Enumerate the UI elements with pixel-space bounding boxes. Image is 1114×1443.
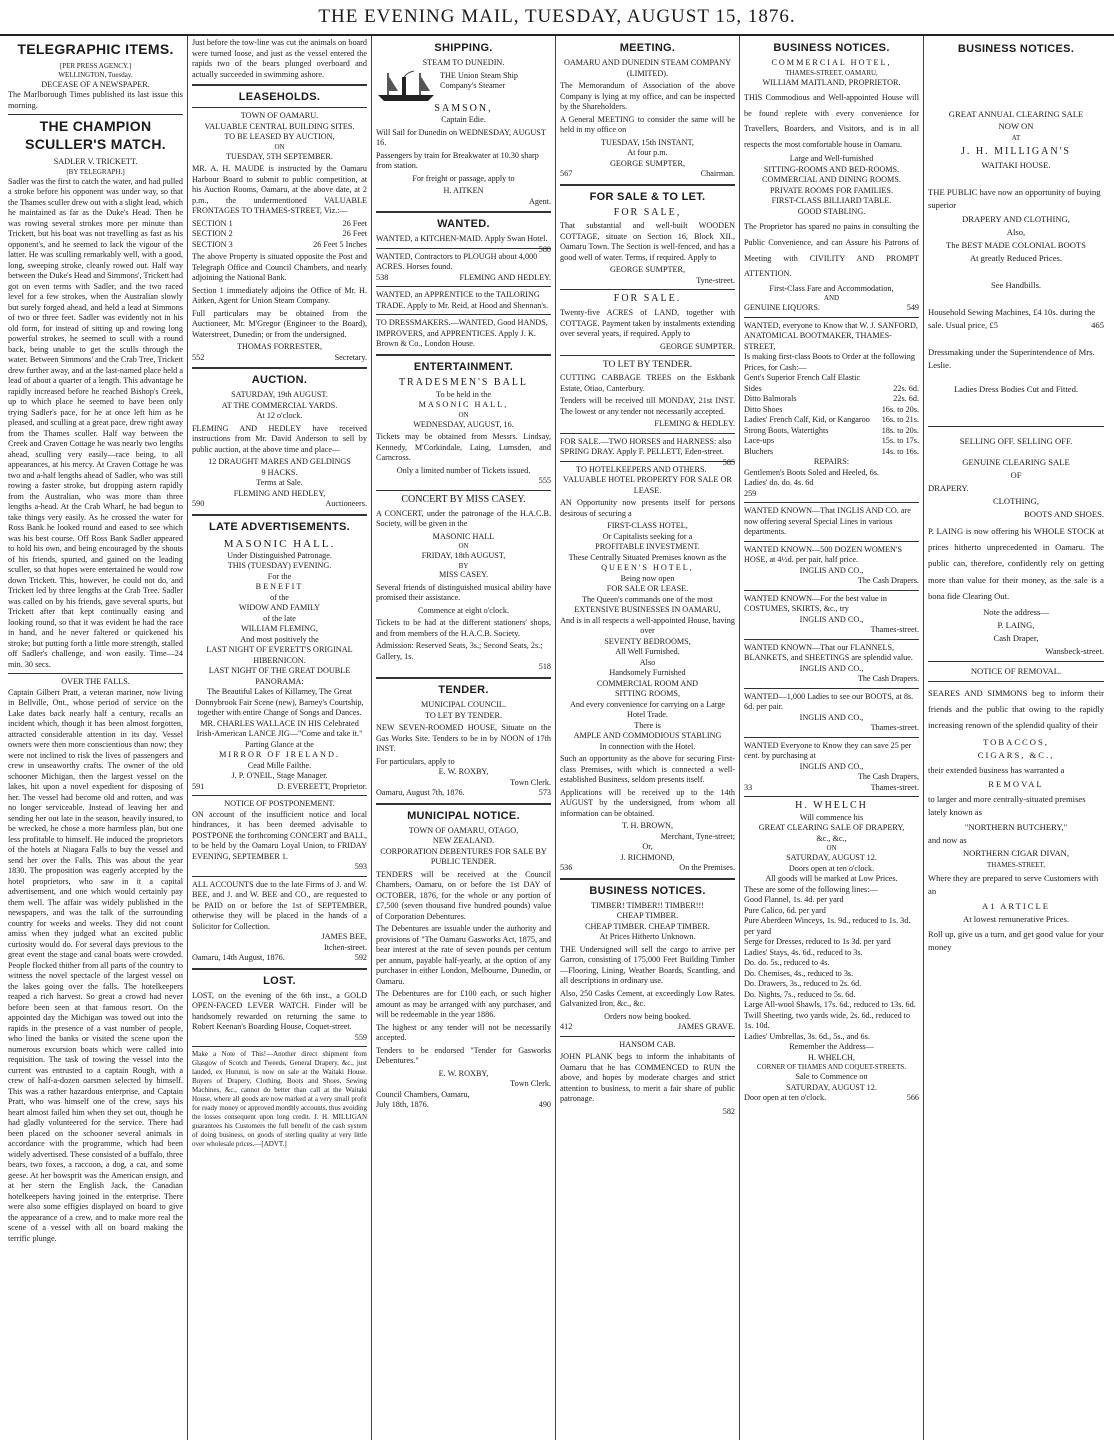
price-row (744, 415, 919, 426)
whelch-sale-ad: H. WHELCH Will commence his GREAT CLEARING SALE OF DRAPERY, &c., &c., ON SATURDAY, AUGUST 12. Doors open at ten o'clock. All goods will be marked at Low Prices. These are some of the following lines:— Good Flannel, 1s. 4d. per yard Pure Calico, 6d. per yard Pure Aberdeen Winceys, 1s. 9d., reduced to 1s. 3d. per yard Serge for Dresses, reduced to 1s 3d. per yard Ladies' Stays, 4s. 6d., reduced to 3s. Do. do. 5s., reduced to 4s. Do. Chemises, 4s., reduced to 3s. Do. Drawers, 3s., reduced to 2s. 6d. Do. Nights, 7s., reduced to 5s. 6d. Large All-wool Shawls, 17s. 6d., reduced to 13s. 6d. Twill Sheeting, two yards wide, 2s. 6d., reduced to 1s. 10d. Ladies' Umbrellas, 3s. 6d., 5s., and 6s. Remember the Address— H. WHELCH, CORNER OF THAMES AND COQUET-STREETS. Sale to Commence on SATURDAY, AUGUST 12. Door open at ten o'clock. 566 (744, 800, 919, 1103)
section-row: SECTION 1 26 Feet (192, 218, 367, 228)
postponement-heading: NOTICE OF POSTPONEMENT. (224, 799, 335, 809)
telegraphic-heading: TELEGRAPHIC ITEMS. (17, 41, 174, 57)
inglis-ad-1: WANTED KNOWN—That INGLIS AND CO. are now offering several Special Lines in various departments. (744, 506, 911, 537)
price-item: Lace-ups (744, 436, 775, 446)
decease-heading: DECEASE OF A NEWSPAPER. (41, 79, 150, 89)
timber-ad: TIMBER! TIMBER!! TIMBER!!! CHEAP TIMBER. CHEAP TIMBER. CHEAP TIMBER. At Prices Hitherto Unknown. THE Undersigned will sell the cargo to arrive per Garron, consisting of 175,000 Feet Building Timber—Flooring, Lining, Weather Boards, Scantling, and all descriptions in ordinary use. Also, 250 Casks Cement, at exceedingly Low Rates. Galvanized Iron, &c., &c. Orders now being booked. 412 JAMES GRAVE. (560, 900, 735, 1032)
newspaper-columns (4, 36, 1110, 1440)
auction-heading: AUCTION. (251, 374, 308, 387)
laing-sale-ad: SELLING OFF. SELLING OFF. GENUINE CLEARING SALE OF DRAPERY. CLOTHING, BOOTS AND SHOES. P. LAING is now offering his WHOLE STOCK at prices hitherto unprecedented in Oamaru. The public can, therefore, confidently rely on getting more than value for their money, as the sale is a bona fide Clearing Out. Note the address— P. LAING, Cash Draper, Wansbeck-street. (928, 436, 1104, 657)
tradesmens-ball-ad: TRADESMEN'S BALL To be held in the MASONIC HALL, ON WEDNESDAY, AUGUST, 16. Tickets may be obtained from Messrs. Lindsay, Kennedy, M'Corkindale, Laing, Lumsden, and Carncross. Only a limited number of Tickets issued. 555 (376, 377, 551, 486)
column-6 (924, 36, 1108, 1440)
decease-body: The Marlborough Times published its last issue this morning. (8, 90, 183, 110)
price-value: 22s. 6d. (893, 383, 919, 393)
match-body: Sadler was the first to catch the water, and had pulled a stroke before his opponent was under way, so that the Thames sculler drew out with a slight lead, which he maintained as far as the Duke's Head. Then he was rowing several strokes more per minute than Trickett, but his boat was not travelling as fast as his opponent's, and he seemed to lack the vigour of the latter. He was sculling remarkably well, with a good, long, sweeping stroke, cleanly rowed out. Half way between the Duke's Head and Simmons', Trickett had got on even terms with Sadler, and the two raced level for a few strokes, when the Australian slowly but surely forged ahead, and held a lead at Simmons of two or three feet. Sadler was evidently not in his old form, for instead of sitting up and rowing long powerful strokes, he seemed to scull with a round back, being unable to get the sculls through the water. Between Simmons' and the Crab Tree, Trickett drew further away, and at the last-named place held a lead of about a quarter of a length. This advantage he rapidly increased before he reached Bishop's Creek, up to which place he seemed to have been only trying Sadler's pace, for he at once left him as he pleased, and sculling at a great pace, drew right away from the Thames sculler. Half way between the Creek and Craven Cottage he was nearly two lengths ahead, sculling very easily—race being, to all appearances, at his mercy. At Craven Cottage he was two and a-half lengths ahead of Sadler, who was still rowing a faster stroke, but dropping astern rapidly from the Australian, who was more than three lengths a-head. At the Crab Wharf, he had begun to take things very easily. As he crossed the water for Ross Bank he looked round and eased to see which was his best course. Off Ross Bank Sadler appeared to hold his own, and being encouraged by the shouts of his friends, spurted, and gained on the leading sculler, so that hopes were entertained he would row down Trickett. This, however, he could not do, and Trickett led by three lengths at the Crab Tree. Sadler was called on by his friends, gave several spurts, but Trickett after that kept continually easing and looking round, so that it was evident he had the race in hand, and he never faltered or quickened his stroke; but putting forth a little more strength, stalled off Sadler's challenge, and won easily. Time—24 min. 30 secs. (8, 176, 183, 669)
price-value: 22s. 6d. (893, 394, 919, 404)
wanted-contractors: WANTED, Contractors to PLOUGH about 4,000 ACRES. Horses found. 538 FLEMING AND HEDLEY. (376, 251, 551, 282)
price-list (744, 384, 919, 458)
for-sale-heading: FOR SALE & TO LET. (589, 190, 706, 203)
bee-accounts: ALL ACCOUNTS due to the late Firms of J. and W. BEE, and J. and W. BEE and CO., are requested to be PAID on or before the 1st of SEPTEMBER, otherwise they will be placed in the hands of a Solicitor for Collection. (192, 879, 367, 931)
concert-ad: CONCERT BY MISS CASEY. A CONCERT, under the patronage of the H.A.C.B. Society, will be given in the MASONIC HALL ON FRIDAY, 18th AUGUST, BY MISS CASEY. Several friends of distinguished musical ability have promised their assistance. Commence at eight o'clock. Tickets to be had at the different stationers' shops, and from members of the H.A.C.B. Society. Admission: Reserved Seats, 3s.; Second Seats, 2s.; Gallery, 1s. 518 (376, 493, 551, 672)
business-notices-heading: BUSINESS NOTICES. (957, 43, 1075, 55)
masthead: THE EVENING MAIL, TUESDAY, AUGUST 15, 1876. (0, 0, 1114, 36)
queens-hotel-ad: TO HOTELKEEPERS AND OTHERS. VALUABLE HOTEL PROPERTY FOR SALE OR LEASE. AN Opportunity now presents itself for persons desirous of securing a FIRST-CLASS HOTEL, Or Capitalists seeking for a PROFITABLE INVESTMENT. These Centrally Situated Premises known as the QUEEN'S HOTEL, Being now open FOR SALE OR LEASE. The Queen's commands one of the most EXTENSIVE BUSINESSES IN OAMARU, And is in all respects a well-appointed House, having over SEVENTY BEDROOMS, All Well Furnished. Also Handsomely Furnished COMMERCIAL ROOM AND SITTING ROOMS, And every convenience for carrying on a Large Hotel Trade. There is AMPLE AND COMMODIOUS STABLING In connection with the Hotel. Such an opportunity as the above for securing First-class Premises, with which is connected a well-established Business, seldom presents itself. Applications will be received up to the 14th AUGUST by the undersigned, from whom all information can be obtained. T. H. BROWN, Merchant, Tyne-street; Or, J. RICHMOND, 536 On the Premises. (560, 464, 735, 873)
meeting-heading: MEETING. (619, 42, 676, 54)
wanted-kitchen-maid: WANTED, a KITCHEN-MAID. Apply Swan Hotel. 580 (376, 234, 551, 254)
price-value: 16s. to 21s. (881, 415, 919, 425)
falls-body: Captain Gilbert Pratt, a veteran mariner, now living in Bellville, Ont., whose period of service on the Lake dates back nearly half a century, recalls an incident which, though it has been almost forgotten, attracted considerable attention in its day. Vessel owners were then more conscientious than now; they were not inclined to risk the lives of passengers and crew in unseaworthy crafts. The owner of the old schooner Michigan, then the largest vessel on the lakes, hit upon a novel expedient for disposing of her. The vessel had become old and rotten, and was no longer serviceable. Instead of leaving her and sending her out late in the season, heavily insured, to be wrecked, he chose a more harmless plan, but one less profitable to himself. He induced the proprietors of the hotels at Niagara Falls to buy the vessel and send her over the Falls. This was about the year 1830. The proposition was eagerly accepted by the hotel proprietors, who saw in it a capital advertisement, and one which would certainly pay them well. The affair was widely published in the newspapers, and was the talk of the surrounding country for weeks and weeks. They did not count amiss when they judged what an excited public curiosity would do. For several days previous to the great event the stage and canal boats were crowded. People flocked thither from all parts of the country to witness the novel spectacle of the largest vessel on the lakes going over the falls. The hotelkeepers reaped a rich harvest. So great a crowd had never before been seen at that famous resort. On the appointed day the Michigan was towed out into the rapids in the presence of a vast number of people, who lined the banks or visited the scene upon the numerous excursion boats which were called into requisition. The task of towing the vessel into the current was entrusted to a captain Rough, with a crew of half-a-dozen oarsmen selected by himself. This was a rather hazardous enterprise, and Captain Pratt, who was himself one of the crew, says his heart almost failed him when they set out, though he had gladly volunteered for the service. There had been placed on the schooner several animals in accordance with the programme, which had been widely advertised. These consisted of a buffalo, three bears, two foxes, a raccoon, a dog, a cat, and some geese. At her bowsprit was the American ensign, and at her stern the English Jack, the Canadian hotelkeepers having joined in the enterprise. There were also some effigies displayed on board to give the appearance of a crew, and to make more real the scene of a vessel with all on board making the terrific plunge. (8, 687, 183, 1243)
cabbage-tree-tender: TO LET BY TENDER. CUTTING CABBAGE TREES on the Eskbank Estate, Otiao, Canterbury. Tenders will be received till MONDAY, 21st INST. The lowest or any tender not necessarily accepted. FLEMING & HEDLEY. (560, 360, 735, 429)
meeting-ad: OAMARU AND DUNEDIN STEAM COMPANY (LIMITED). The Memorandum of Association of the above Company is lying at my office, and can be inspected by the Shareholders. A General MEETING to consider the same will be held in my office on TUESDAY, 15th INSTANT, At four p.m. GEORGE SUMPTER, 567 Chairman. (560, 58, 735, 179)
section-row: SECTION 3 26 Feet 5 Inches (192, 239, 367, 249)
price-row (744, 394, 919, 405)
column-4 (556, 36, 740, 1440)
inglis-ad-4: WANTED KNOWN—That our FLANNELS, BLANKETS, and SHEETINGS are splendid value. INGLIS AND CO., The Cash Drapers. (744, 642, 919, 684)
cottage-sale-ad: FOR SALE, That substantial and well-built WOODEN COTTAGE, situate on Section 16, Block XII., Oamaru Town. The Section is well-fenced, and has a good well of water. Terms, if required. Apply to GEORGE SUMPTER, Tyne-street. (560, 206, 735, 285)
wanted-heading: WANTED. (437, 218, 490, 231)
entertainment-heading: ENTERTAINMENT. (413, 360, 514, 373)
price-row (744, 405, 919, 416)
lost-body: LOST, on the evening of the 6th inst., a GOLD OPEN-FACED LEVER WATCH. Finder will be handsomely rewarded on returning the same to Robert Keenan's Boarding House, Coquet-street. (192, 990, 367, 1032)
price-item: Strong Boots, Watertights (744, 425, 829, 435)
land-sale-ad: FOR SALE. Twenty-five ACRES of LAND, together with COTTAGE. Payment taken by instalments extending over several years, if required. Apply to GEORGE SUMPTER. (560, 293, 735, 351)
match-heading: THE CHAMPION SCULLER'S MATCH. (25, 118, 166, 153)
inglis-ad-2: WANTED KNOWN—500 DOZEN WOMEN'S HOSE, at 4½d. per pair, half price. INGLIS AND CO., The Cash Drapers. (744, 544, 919, 586)
tender-heading: TENDER. (438, 683, 489, 696)
shipping-ad: STEAM TO DUNEDIN. THE Union Steam Ship Company's Steamer SAMSON, Captain Edie. Will Sail for Dunedin on WEDNESDAY, AUGUST 16. Passengers by train for Breakwater at 10.30 sharp from station. For freight or passage, apply to H. AITKEN Agent. (376, 58, 551, 206)
price-item: Bluchers (744, 446, 774, 456)
removal-heading: NOTICE OF REMOVAL. (970, 665, 1062, 676)
business-notices-heading: BUSINESS NOTICES. (773, 42, 890, 54)
municipal-heading: MUNICIPAL NOTICE. (407, 809, 520, 822)
tender-ad: MUNICIPAL COUNCIL. TO LET BY TENDER. NEW SEVEN-ROOMED HOUSE, Situate on the Gas Works Site. Tenders to be in by NOON of 17th INST. For particulars, apply to E. W. ROXBY, Town Clerk. Oamaru, August 7th, 1876. 573 (376, 700, 551, 798)
match-tag: [BY TELEGRAPH.] (66, 167, 125, 176)
lost-heading: LOST. (263, 974, 296, 987)
business-notices-heading: BUSINESS NOTICES. (589, 884, 706, 897)
column-2: Just before the tow-line was cut the animals on board were turned loose, and just as the vessel entered the rapids two of the bears plunged overboard and actually succeeded in swimming ashore. LEASEHOLDS. TOWN OF OAMARU. VALUABLE CENTRAL BUILDING SITES. TO BE LEASED BY AUCTION, ON TUESDAY, 5TH SEPTEMBER. MR. A. H. MAUDE is instructed by the Oamaru Harbour Board to submit to public competition, at his Auction Rooms, Oamaru, at the above date, at 2 p.m., the undermentioned VALUABLE FRONTAGES TO THAMES-STREET, Viz.:— SECTION 1 26 Feet SECTION 2 26 Feet SECTION 3 26 Feet 5 Inches The above Property is situated opposite the Post and Telegraph Office and Council Chambers, and nearly adjoining the National Bank. Section 1 immediately adjoins the Office of Mr. H. Aitken, Agent for Union Steam Company. Full particulars may be obtained from the Auctioneer, Mr. M'Gregor (Engineer to the Board), Waterstreet, Dunedin; or from the undersigned. THOMAS FORRESTER, 552 Secretary. AUCTION. SATURDAY, 19th AUGUST. AT THE COMMERCIAL YARDS. At 12 o'clock. FLEMING AND HEDLEY have received instructions from Mr. David Anderson to sell by public auction, at the above time and place— 12 DRAUGHT MARES AND GELDINGS 9 HACKS. Terms at Sale. FLEMING AND HEDLEY, 590 Auctioneers. LATE ADVERTISEMENTS. MASONIC HALL. Under Distinguished Patronage. THIS (TUESDAY) EVENING. For the BENEFIT of the WIDOW AND FAMILY of the late WILLIAM FLEMING, And most positively the LAST NIGHT OF EVERETT'S ORIGINAL HIBERNICON. LAST NIGHT OF THE GREAT DOUBLE PANORAMA: The Beautiful Lakes of Killarney, The Great Donnybrook Fair Scene (new), Barney's Courtship, together with entire Change of Songs and Dances. MR. CHARLES WALLACE IN HIS Celebrated Irish-American LANCE JIG—"Come and take it." Parting Glance at the MIRROR OF IRELAND. Cead Mille Failthe. J. P. O'NEIL, Stage Manager. 591 D. EVEREETT, Proprietor. NOTICE OF POSTPONEMENT. ON account of the insufficient notice and local hindrances, it has been deemed advisable to POSTPONE the forthcoming CONCERT and BALL, to be held by the Oamaru Loyal Union, to FRIDAY EVENING, SEPTEMBER 1. 593 ALL ACCOUNTS due to the late Firms of J. and W. BEE, and J. and W. BEE and CO., are requested to be PAID on or before the 1st of SEPTEMBER, otherwise they will be placed in the hands of a Solicitor for Collection. JAMES BEE, Itchen-street. Oamaru, 14th August, 1876. 592 LOST. LOST, on the evening of the 6th inst., a GOLD OPEN-FACED LEVER WATCH. Finder will be handsomely rewarded on returning the same to Robert Keenan's Boarding House, Coquet-street. 559 Make a Note of This!—Another direct shipment from Glasgow of Scotch and Tweeds, General Drapery, &c., just landed, ex Hurunui, is now on sale at the Waitaki House. Buyers of Drapery, Clothing, Boots and Shoes, Sewing Machines, &c., cannot do better than call at the Waitaki House, where all goods are now marked at a very small profit for ready money or approved monthly accounts, thus avoiding the losses consequent upon long credit. J. H. MILLIGAN guarantees his Customers the full benefit of the cash system of doing business, on goods of sterling quality at very little over wholesale prices.—[ADVT.] (188, 36, 372, 1440)
masonic-hall-ad: MASONIC HALL. Under Distinguished Patronage. THIS (TUESDAY) EVENING. For the BENEFIT of the WIDOW AND FAMILY of the late WILLIAM FLEMING, And most positively the LAST NIGHT OF EVERETT'S ORIGINAL HIBERNICON. LAST NIGHT OF THE GREAT DOUBLE PANORAMA: The Beautiful Lakes of Killarney, The Great Donnybrook Fair Scene (new), Barney's Courtship, together with entire Change of Songs and Dances. MR. CHARLES WALLACE IN HIS Celebrated Irish-American LANCE JIG—"Come and take it." Parting Glance at the MIRROR OF IRELAND. Cead Mille Failthe. J. P. O'NEIL, Stage Manager. 591 D. EVEREETT, Proprietor. (192, 537, 367, 791)
municipal-ad: TOWN OF OAMARU, OTAGO, NEW ZEALAND. CORPORATION DEBENTURES FOR SALE BY PUBLIC TENDER. TENDERS will be received at the Council Chambers, Oamaru, on or before the 1st DAY of OCTOBER, 1876, for the whole or any portion of £7,500 (seven thousand five hundred pounds) value of Corporation Debentures. The Debentures are issuable under the authority and provisions of "The Oamaru Gasworks Act, 1875, and bear interest at the rate of seven pounds per centum per annum, payable half-yearly, at the option of any purchaser in either London, Melbourne, Dunedin, or Oamaru. The Debentures are for £100 each, or such higher amount as may be arranged with any purchaser, and will be redeemable in the year 1886. The highest or any tender will not be necessarily accepted. Tenders to be endorsed "Tender for Gasworks Debentures." E. W. ROXBY, Town Clerk. Council Chambers, Oamaru, July 18th, 1876. 490 (376, 825, 551, 1110)
price-value: 15s. to 17s. (881, 436, 919, 446)
falls-continued: Just before the tow-line was cut the animals on board were turned loose, and just as the vessel entered the rapids two of the bears plunged overboard and actually succeeded in swimming ashore. (192, 38, 367, 79)
price-row (744, 384, 919, 395)
milligan-sale-ad: GREAT ANNUAL CLEARING SALE NOW ON AT J. H. MILLIGAN'S WAITAKI HOUSE. THE PUBLIC have now an opportunity of buying superior DRAPERY AND CLOTHING, Also, The BEST MADE COLONIAL BOOTS At greatly Reduced Prices. See Handbills. Household Sewing Machines, £4 10s. during the sale. Usual price, £5 465 Dressmaking under the Superintendence of Mrs. Leslie. Ladies Dress Bodies Cut and Fitted. (928, 108, 1104, 395)
price-item: Ladies' French Calf, Kid, or Kangaroo (744, 415, 870, 425)
price-item: Ditto Shoes (744, 404, 783, 414)
hansom-cab-ad: HANSOM CAB. JOHN PLANK begs to inform the inhabitants of Oamaru that he has COMMENCED to RUN the above, and hopes by moderate charges and strict attention to business, to merit a fair share of public patronage. 582 (560, 1039, 735, 1116)
price-value: 16s. to 20s. (881, 404, 919, 414)
column-1 (4, 36, 188, 1440)
section-row: SECTION 2 26 Feet (192, 229, 367, 239)
price-value: 18s. to 20s. (881, 425, 919, 435)
horses-sale-ad: FOR SALE.—TWO HORSES and HARNESS: also SPRING DRAY. Apply F. PELLETT, Eden-street. 585 (560, 436, 735, 467)
agency-line: [PER PRESS AGENCY.] (59, 61, 132, 70)
seares-simmons-ad: SEARES AND SIMMONS beg to inform their friends and the public that owing to the rapidly increasing renown of the splendid quality of their TOBACCOS, CIGARS, &C., their extended business has warranted a REMOVAL to larger and more centrally-situated premises lately known as "NORTHERN BUTCHERY," and now as NORTHERN CIGAR DIVAN, THAMES-STREET, Where they are prepared to serve Customers with an A1 ARTICLE At lowest remunerative Prices. Roll up, give us a turn, and get good value for your money (928, 687, 1104, 952)
match-subheading: SADLER V. TRICKETT. (53, 157, 138, 167)
wanted-dressmakers: TO DRESSMAKERS.—WANTED, Good HANDS, IMPROVERS, and APPRENTICES. Apply J. K. Brown & Co., London House. (376, 318, 548, 349)
dateline: WELLINGTON, Tuesday. (58, 70, 133, 79)
note-paragraph: Make a Note of This!—Another direct shipment from Glasgow of Scotch and Tweeds, General Drapery, &c., just landed, ex Hurunui, is now on sale at the Waitaki House. Buyers of Drapery, Clothing, Boots and Shoes, Sewing Machines, &c., cannot do better than call at the Waitaki House, where all goods are now marked at a very small profit for ready money or approved monthly accounts, thus avoiding the losses consequent upon long credit. J. H. MILLIGAN guarantees his Customers the full benefit of the cash system of doing business, on goods of sterling quality at very little over wholesale prices.—[ADVT.] (192, 1050, 367, 1148)
wanted-apprentice: WANTED, an APPRENTICE to the TAILORING TRADE. Apply to Mr. Reid, at Hood and Shennan's. (376, 290, 549, 310)
inglis-ad-3: WANTED KNOWN—For the best value in COSTUMES, SKIRTS, &c., try INGLIS AND CO., Thames-street. (744, 593, 919, 635)
steamship-icon (376, 69, 436, 103)
commercial-hotel-ad: COMMERCIAL HOTEL, THAMES-STREET, OAMARU, WILLIAM MAITLAND, PROPRIETOR. THIS Commodious and Well-appointed House will be found replete with every convenience for Travellers, Boarders, and Visitors, and is in all respects the most comfortable house in Oamaru. Large and Well-furnished SITTING-ROOMS AND BED-ROOMS. COMMERCIAL AND DINING ROOMS. PRIVATE ROOMS FOR FAMILIES. FIRST-CLASS BILLIARD TABLE. GOOD STABLING. The Proprietor has spared no pains in consulting the Public Convenience, and can Assure his Patrons of Meeting with CIVILITY AND PROMPT ATTENTION. First-Class Fare and Accommodation, AND GENUINE LIQUORS. 549 (744, 58, 919, 313)
price-item: Sides (744, 383, 762, 393)
sanford-boots-ad: WANTED, everyone to Know that W. J. SANFORD, ANATOMICAL BOOTMAKER, THAMES-STREET, Is making first-class Boots to Order at the following Prices, for Cash:— Gent's Superior French Calf Elastic Sides 22s. 6d. Ditto Balmorals 22s. 6d. Ditto Shoes 16s. to 20s. Ladies' French Calf, Kid, or Kangaroo 16s. to 21s. Strong Boots, Watertights 18s. to 20s. Lace-ups 15s. to 17s. Bluchers 14s. to 16s. REPAIRS: Gentlemen's Boots Soled and Heeled, 6s. Ladies' do. do. 4s. 6d 259 (744, 320, 919, 498)
postponement-body: ON account of the insufficient notice and local hindrances, it has been deemed advisable to POSTPONE the forthcoming CONCERT and BALL, to be held by the Oamaru Loyal Union, to FRIDAY EVENING, SEPTEMBER 1. (192, 809, 367, 861)
falls-heading: OVER THE FALLS. (61, 677, 130, 687)
price-row (744, 436, 919, 447)
leaseholds-heading: LEASEHOLDS. (238, 91, 321, 103)
column-5 (740, 36, 924, 1440)
price-row (744, 426, 919, 437)
auction-ad: SATURDAY, 19th AUGUST. AT THE COMMERCIAL YARDS. At 12 o'clock. FLEMING AND HEDLEY have received instructions from Mr. David Anderson to sell by public auction, at the above time and place— 12 DRAUGHT MARES AND GELDINGS 9 HACKS. Terms at Sale. FLEMING AND HEDLEY, 590 Auctioneers. (192, 390, 367, 509)
late-ads-heading: LATE ADVERTISEMENTS. (208, 520, 351, 533)
leasehold-ad: TOWN OF OAMARU. VALUABLE CENTRAL BUILDING SITES. TO BE LEASED BY AUCTION, ON TUESDAY, 5TH SEPTEMBER. MR. A. H. MAUDE is instructed by the Oamaru Harbour Board to submit to public competition, at his Auction Rooms, Oamaru, at the above date, at 2 p.m., the undermentioned VALUABLE FRONTAGES TO THAMES-STREET, Viz.:— SECTION 1 26 Feet SECTION 2 26 Feet SECTION 3 26 Feet 5 Inches The above Property is situated opposite the Post and Telegraph Office and Council Chambers, and nearly adjoining the National Bank. Section 1 immediately adjoins the Office of Mr. H. Aitken, Agent for Union Steam Company. Full particulars may be obtained from the Auctioneer, Mr. M'Gregor (Engineer to the Board), Waterstreet, Dunedin; or from the undersigned. THOMAS FORRESTER, 552 Secretary. (192, 111, 367, 362)
price-value: 14s. to 16s. (881, 446, 919, 456)
inglis-ad-6: WANTED Everyone to Know they can save 25 per cent. by purchasing at INGLIS AND CO., The Cash Drapers, 33 Thames-street. (744, 740, 919, 792)
price-item: Ditto Balmorals (744, 394, 797, 404)
column-3 (372, 36, 556, 1440)
price-row (744, 447, 919, 458)
inglis-ad-5: WANTED—1,000 Ladies to see our BOOTS, at 8s. 6d. per pair. INGLIS AND CO., Thames-street. (744, 691, 919, 733)
shipping-heading: SHIPPING. (434, 42, 493, 54)
